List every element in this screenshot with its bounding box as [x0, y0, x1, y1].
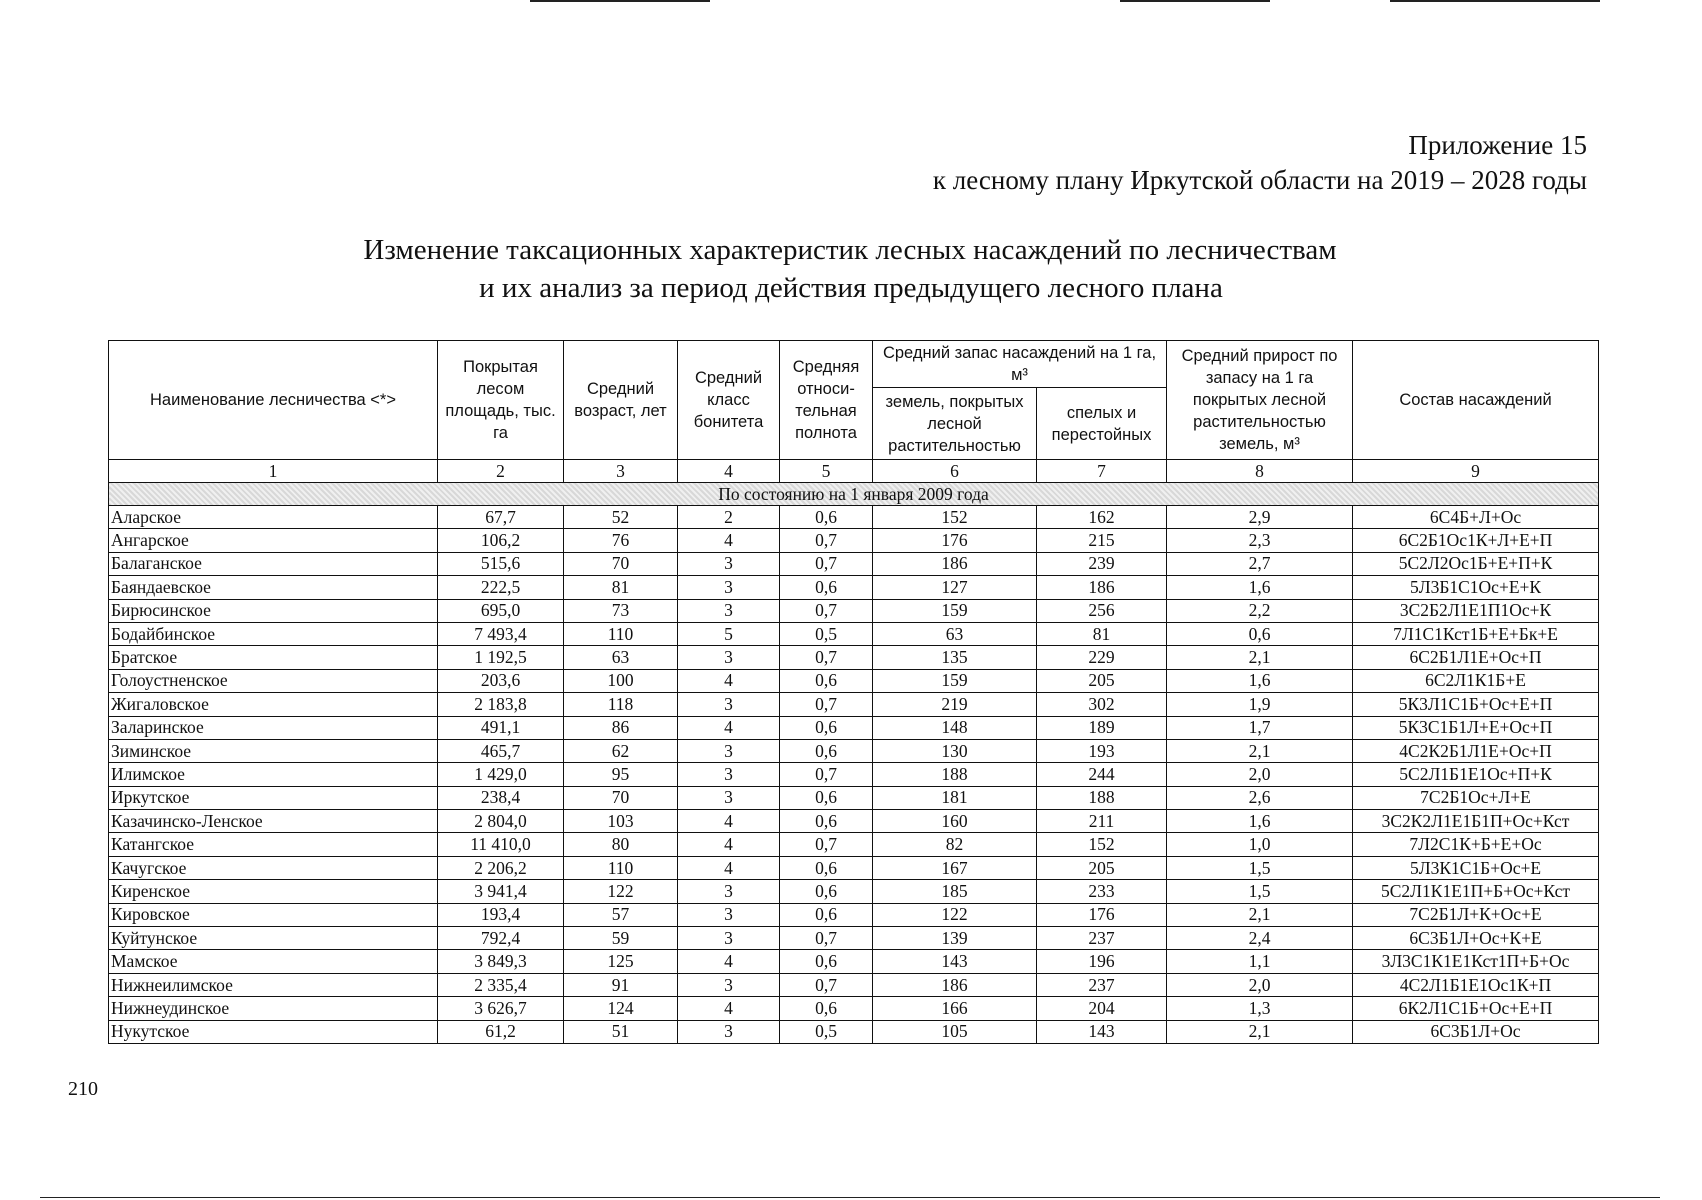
cell-composition: 6С2Л1К1Б+Е [1353, 669, 1599, 692]
cell-age: 63 [564, 646, 678, 669]
cell-composition: 5Л3К1С1Б+Ос+Е [1353, 856, 1599, 879]
cell-name: Качугское [109, 856, 438, 879]
cell-composition: 6С3Б1Л+Ос+К+Е [1353, 927, 1599, 950]
cell-composition: 6С2Б1Л1Е+Ос+П [1353, 646, 1599, 669]
cell-area: 7 493,4 [438, 622, 564, 645]
cell-growth: 1,0 [1167, 833, 1353, 856]
cell-density: 0,7 [780, 599, 873, 622]
column-number: 3 [564, 460, 678, 483]
cell-bonitet: 4 [678, 716, 780, 739]
cell-stock-forest: 122 [873, 903, 1037, 926]
cell-growth: 1,7 [1167, 716, 1353, 739]
cell-stock-mature: 81 [1037, 622, 1167, 645]
cell-bonitet: 4 [678, 950, 780, 973]
cell-age: 80 [564, 833, 678, 856]
table-row [109, 1020, 1599, 1043]
cell-density: 0,6 [780, 880, 873, 903]
header-density: Средняя относи-тельная полнота [780, 341, 873, 460]
cell-age: 70 [564, 786, 678, 809]
cell-name: Братское [109, 646, 438, 669]
cell-area: 1 429,0 [438, 763, 564, 786]
cell-stock-forest: 63 [873, 622, 1037, 645]
cell-density: 0,7 [780, 646, 873, 669]
table-row [109, 880, 1599, 903]
cell-stock-forest: 188 [873, 763, 1037, 786]
cell-composition: 5С2Л1К1Е1П+Б+Ос+Кст [1353, 880, 1599, 903]
header-bonitet: Средний класс бонитета [678, 341, 780, 460]
cell-stock-forest: 127 [873, 576, 1037, 599]
cell-area: 106,2 [438, 529, 564, 552]
cell-area: 2 335,4 [438, 973, 564, 996]
cell-growth: 2,3 [1167, 529, 1353, 552]
table-row [109, 856, 1599, 879]
cell-composition: 5С2Л2Ос1Б+Е+П+К [1353, 552, 1599, 575]
cell-stock-mature: 205 [1037, 669, 1167, 692]
table-row [109, 716, 1599, 739]
cell-area: 193,4 [438, 903, 564, 926]
scan-artifact-top [1390, 0, 1600, 2]
cell-name: Аларское [109, 506, 438, 529]
cell-stock-forest: 152 [873, 506, 1037, 529]
section-row [109, 483, 1599, 506]
cell-density: 0,6 [780, 786, 873, 809]
cell-area: 238,4 [438, 786, 564, 809]
cell-stock-forest: 143 [873, 950, 1037, 973]
table-row [109, 763, 1599, 786]
table-row [109, 903, 1599, 926]
cell-composition: 6К2Л1С1Б+Ос+Е+П [1353, 997, 1599, 1020]
table-row [109, 810, 1599, 833]
header-age: Средний возраст, лет [564, 341, 678, 460]
appendix-label: Приложение 15 [1408, 130, 1587, 160]
cell-growth: 1,3 [1167, 997, 1353, 1020]
cell-growth: 2,4 [1167, 927, 1353, 950]
column-number: 2 [438, 460, 564, 483]
cell-stock-mature: 215 [1037, 529, 1167, 552]
cell-age: 122 [564, 880, 678, 903]
table-row [109, 973, 1599, 996]
cell-stock-mature: 189 [1037, 716, 1167, 739]
cell-bonitet: 3 [678, 646, 780, 669]
cell-composition: 7Л2С1К+Б+Е+Ос [1353, 833, 1599, 856]
cell-stock-mature: 193 [1037, 739, 1167, 762]
cell-area: 695,0 [438, 599, 564, 622]
cell-name: Бирюсинское [109, 599, 438, 622]
cell-growth: 2,1 [1167, 646, 1353, 669]
cell-composition: 5Л3Б1С1Ос+Е+К [1353, 576, 1599, 599]
cell-area: 2 183,8 [438, 693, 564, 716]
table-row [109, 622, 1599, 645]
document-title-line-1: Изменение таксационных характеристик лесных насаждений по лесничествам [363, 234, 1337, 266]
cell-composition: 3С2Б2Л1Е1П1Ос+К [1353, 599, 1599, 622]
cell-bonitet: 3 [678, 693, 780, 716]
section-label: По состоянию на 1 января 2009 года [109, 483, 1599, 506]
cell-stock-forest: 159 [873, 599, 1037, 622]
cell-growth: 1,6 [1167, 576, 1353, 599]
cell-stock-forest: 219 [873, 693, 1037, 716]
cell-growth: 0,6 [1167, 622, 1353, 645]
table-row [109, 693, 1599, 716]
cell-stock-forest: 186 [873, 973, 1037, 996]
cell-density: 0,7 [780, 693, 873, 716]
header-stock-mature: спелых и перестойных [1037, 388, 1167, 460]
cell-age: 110 [564, 856, 678, 879]
cell-stock-forest: 130 [873, 739, 1037, 762]
cell-name: Куйтунское [109, 927, 438, 950]
cell-age: 59 [564, 927, 678, 950]
cell-density: 0,5 [780, 1020, 873, 1043]
cell-age: 124 [564, 997, 678, 1020]
cell-stock-mature: 176 [1037, 903, 1167, 926]
cell-bonitet: 3 [678, 927, 780, 950]
cell-name: Зиминское [109, 739, 438, 762]
cell-density: 0,7 [780, 763, 873, 786]
cell-age: 52 [564, 506, 678, 529]
appendix-subtitle: к лесному плану Иркутской области на 2019 – 2028 годы [932, 165, 1587, 195]
cell-stock-forest: 82 [873, 833, 1037, 856]
cell-composition: 4С2Л1Б1Е1Ос1К+П [1353, 973, 1599, 996]
header-name: Наименование лесничества <*> [109, 341, 438, 460]
cell-age: 76 [564, 529, 678, 552]
header-stock-forest: земель, покрытых лесной растительностью [873, 388, 1037, 460]
cell-stock-forest: 148 [873, 716, 1037, 739]
cell-age: 62 [564, 739, 678, 762]
cell-stock-mature: 244 [1037, 763, 1167, 786]
cell-name: Ангарское [109, 529, 438, 552]
cell-density: 0,7 [780, 927, 873, 950]
cell-composition: 5К3С1Б1Л+Е+Ос+П [1353, 716, 1599, 739]
cell-bonitet: 5 [678, 622, 780, 645]
cell-stock-mature: 152 [1037, 833, 1167, 856]
cell-name: Кировское [109, 903, 438, 926]
cell-stock-forest: 139 [873, 927, 1037, 950]
cell-bonitet: 4 [678, 669, 780, 692]
cell-name: Катангское [109, 833, 438, 856]
cell-age: 100 [564, 669, 678, 692]
cell-age: 110 [564, 622, 678, 645]
cell-density: 0,6 [780, 950, 873, 973]
cell-area: 203,6 [438, 669, 564, 692]
cell-area: 3 941,4 [438, 880, 564, 903]
cell-stock-mature: 196 [1037, 950, 1167, 973]
cell-growth: 1,9 [1167, 693, 1353, 716]
cell-density: 0,6 [780, 716, 873, 739]
table-row [109, 739, 1599, 762]
cell-stock-mature: 162 [1037, 506, 1167, 529]
cell-area: 1 192,5 [438, 646, 564, 669]
cell-area: 515,6 [438, 552, 564, 575]
cell-stock-forest: 181 [873, 786, 1037, 809]
cell-growth: 2,7 [1167, 552, 1353, 575]
cell-area: 2 206,2 [438, 856, 564, 879]
cell-bonitet: 3 [678, 1020, 780, 1043]
header-growth: Средний прирост по запасу на 1 га покрытых лесной растительностью земель, м³ [1167, 341, 1353, 460]
cell-bonitet: 3 [678, 786, 780, 809]
cell-name: Мамское [109, 950, 438, 973]
cell-area: 3 849,3 [438, 950, 564, 973]
cell-density: 0,6 [780, 669, 873, 692]
cell-composition: 6С3Б1Л+Ос [1353, 1020, 1599, 1043]
cell-area: 61,2 [438, 1020, 564, 1043]
cell-growth: 1,5 [1167, 856, 1353, 879]
column-number: 6 [873, 460, 1037, 483]
table-row [109, 506, 1599, 529]
table-row [109, 669, 1599, 692]
cell-density: 0,5 [780, 622, 873, 645]
cell-stock-mature: 237 [1037, 927, 1167, 950]
cell-density: 0,6 [780, 576, 873, 599]
cell-bonitet: 4 [678, 833, 780, 856]
cell-composition: 6С2Б1Ос1К+Л+Е+П [1353, 529, 1599, 552]
table-row [109, 997, 1599, 1020]
cell-stock-mature: 205 [1037, 856, 1167, 879]
column-number: 4 [678, 460, 780, 483]
cell-composition: 3С2К2Л1Е1Б1П+Ос+Кст [1353, 810, 1599, 833]
cell-name: Бодайбинское [109, 622, 438, 645]
cell-bonitet: 3 [678, 880, 780, 903]
cell-stock-mature: 239 [1037, 552, 1167, 575]
cell-stock-forest: 135 [873, 646, 1037, 669]
scan-artifact-bottom [40, 1197, 1660, 1198]
cell-bonitet: 3 [678, 552, 780, 575]
header-area: Покрытая лесом площадь, тыс. га [438, 341, 564, 460]
table-row [109, 950, 1599, 973]
cell-area: 67,7 [438, 506, 564, 529]
cell-area: 11 410,0 [438, 833, 564, 856]
cell-name: Жигаловское [109, 693, 438, 716]
cell-stock-forest: 167 [873, 856, 1037, 879]
cell-stock-forest: 176 [873, 529, 1037, 552]
cell-stock-forest: 186 [873, 552, 1037, 575]
cell-density: 0,6 [780, 506, 873, 529]
cell-stock-mature: 211 [1037, 810, 1167, 833]
cell-density: 0,7 [780, 833, 873, 856]
cell-composition: 3Л3С1К1Е1Кст1П+Б+Ос [1353, 950, 1599, 973]
cell-age: 70 [564, 552, 678, 575]
cell-stock-mature: 233 [1037, 880, 1167, 903]
cell-composition: 7С2Б1Ос+Л+Е [1353, 786, 1599, 809]
table-row [109, 529, 1599, 552]
cell-density: 0,6 [780, 739, 873, 762]
cell-bonitet: 3 [678, 739, 780, 762]
cell-growth: 1,6 [1167, 810, 1353, 833]
table-row [109, 576, 1599, 599]
cell-name: Нукутское [109, 1020, 438, 1043]
cell-stock-forest: 185 [873, 880, 1037, 903]
page-number: 210 [68, 1078, 98, 1100]
document-title-line-2: и их анализ за период действия предыдущего лесного плана [479, 272, 1223, 304]
cell-name: Баяндаевское [109, 576, 438, 599]
column-number: 5 [780, 460, 873, 483]
cell-age: 118 [564, 693, 678, 716]
column-number: 7 [1037, 460, 1167, 483]
cell-name: Киренское [109, 880, 438, 903]
cell-stock-mature: 237 [1037, 973, 1167, 996]
cell-stock-forest: 159 [873, 669, 1037, 692]
cell-name: Голоустненское [109, 669, 438, 692]
cell-composition: 7Л1С1Кст1Б+Е+Бк+Е [1353, 622, 1599, 645]
cell-area: 3 626,7 [438, 997, 564, 1020]
table-row [109, 927, 1599, 950]
cell-density: 0,6 [780, 997, 873, 1020]
cell-bonitet: 3 [678, 763, 780, 786]
cell-density: 0,6 [780, 810, 873, 833]
cell-composition: 5К3Л1С1Б+Ос+Е+П [1353, 693, 1599, 716]
cell-growth: 1,6 [1167, 669, 1353, 692]
cell-bonitet: 4 [678, 529, 780, 552]
cell-stock-mature: 188 [1037, 786, 1167, 809]
table-row [109, 833, 1599, 856]
cell-composition: 5С2Л1Б1Е1Ос+П+К [1353, 763, 1599, 786]
cell-growth: 2,6 [1167, 786, 1353, 809]
cell-bonitet: 4 [678, 856, 780, 879]
cell-bonitet: 2 [678, 506, 780, 529]
cell-name: Нижнеудинское [109, 997, 438, 1020]
cell-bonitet: 3 [678, 576, 780, 599]
cell-stock-mature: 302 [1037, 693, 1167, 716]
cell-area: 792,4 [438, 927, 564, 950]
table-row [109, 646, 1599, 669]
cell-growth: 1,1 [1167, 950, 1353, 973]
cell-name: Заларинское [109, 716, 438, 739]
table-row [109, 552, 1599, 575]
cell-stock-mature: 186 [1037, 576, 1167, 599]
cell-growth: 2,1 [1167, 903, 1353, 926]
cell-growth: 2,9 [1167, 506, 1353, 529]
cell-bonitet: 3 [678, 903, 780, 926]
cell-age: 73 [564, 599, 678, 622]
header-stock-group: Средний запас насаждений на 1 га, м³ [873, 341, 1167, 388]
cell-bonitet: 3 [678, 599, 780, 622]
cell-stock-mature: 256 [1037, 599, 1167, 622]
table-row [109, 786, 1599, 809]
cell-age: 86 [564, 716, 678, 739]
scan-artifact-top [530, 0, 710, 2]
cell-name: Казачинско-Ленское [109, 810, 438, 833]
cell-stock-mature: 229 [1037, 646, 1167, 669]
cell-stock-forest: 166 [873, 997, 1037, 1020]
cell-density: 0,7 [780, 973, 873, 996]
cell-stock-mature: 143 [1037, 1020, 1167, 1043]
cell-growth: 2,0 [1167, 763, 1353, 786]
cell-age: 125 [564, 950, 678, 973]
cell-stock-forest: 160 [873, 810, 1037, 833]
header-composition: Состав насаждений [1353, 341, 1599, 460]
cell-stock-forest: 105 [873, 1020, 1037, 1043]
cell-growth: 2,0 [1167, 973, 1353, 996]
cell-composition: 6С4Б+Л+Ос [1353, 506, 1599, 529]
cell-growth: 2,2 [1167, 599, 1353, 622]
cell-density: 0,6 [780, 903, 873, 926]
cell-composition: 4С2К2Б1Л1Е+Ос+П [1353, 739, 1599, 762]
cell-age: 91 [564, 973, 678, 996]
cell-composition: 7С2Б1Л+К+Ос+Е [1353, 903, 1599, 926]
cell-name: Илимское [109, 763, 438, 786]
cell-area: 465,7 [438, 739, 564, 762]
cell-area: 222,5 [438, 576, 564, 599]
forest-characteristics-table [108, 340, 1599, 1044]
cell-age: 81 [564, 576, 678, 599]
cell-density: 0,6 [780, 856, 873, 879]
cell-bonitet: 3 [678, 973, 780, 996]
cell-stock-mature: 204 [1037, 997, 1167, 1020]
cell-bonitet: 4 [678, 997, 780, 1020]
scan-artifact-top [1120, 0, 1270, 2]
column-number: 9 [1353, 460, 1599, 483]
cell-area: 2 804,0 [438, 810, 564, 833]
cell-age: 95 [564, 763, 678, 786]
cell-name: Балаганское [109, 552, 438, 575]
cell-growth: 2,1 [1167, 739, 1353, 762]
column-number: 1 [109, 460, 438, 483]
cell-name: Иркутское [109, 786, 438, 809]
cell-age: 57 [564, 903, 678, 926]
cell-age: 103 [564, 810, 678, 833]
cell-bonitet: 4 [678, 810, 780, 833]
column-number: 8 [1167, 460, 1353, 483]
cell-area: 491,1 [438, 716, 564, 739]
table-row [109, 599, 1599, 622]
cell-age: 51 [564, 1020, 678, 1043]
cell-growth: 2,1 [1167, 1020, 1353, 1043]
cell-density: 0,7 [780, 552, 873, 575]
cell-name: Нижнеилимское [109, 973, 438, 996]
column-numbers-row [109, 460, 1599, 483]
cell-density: 0,7 [780, 529, 873, 552]
cell-growth: 1,5 [1167, 880, 1353, 903]
